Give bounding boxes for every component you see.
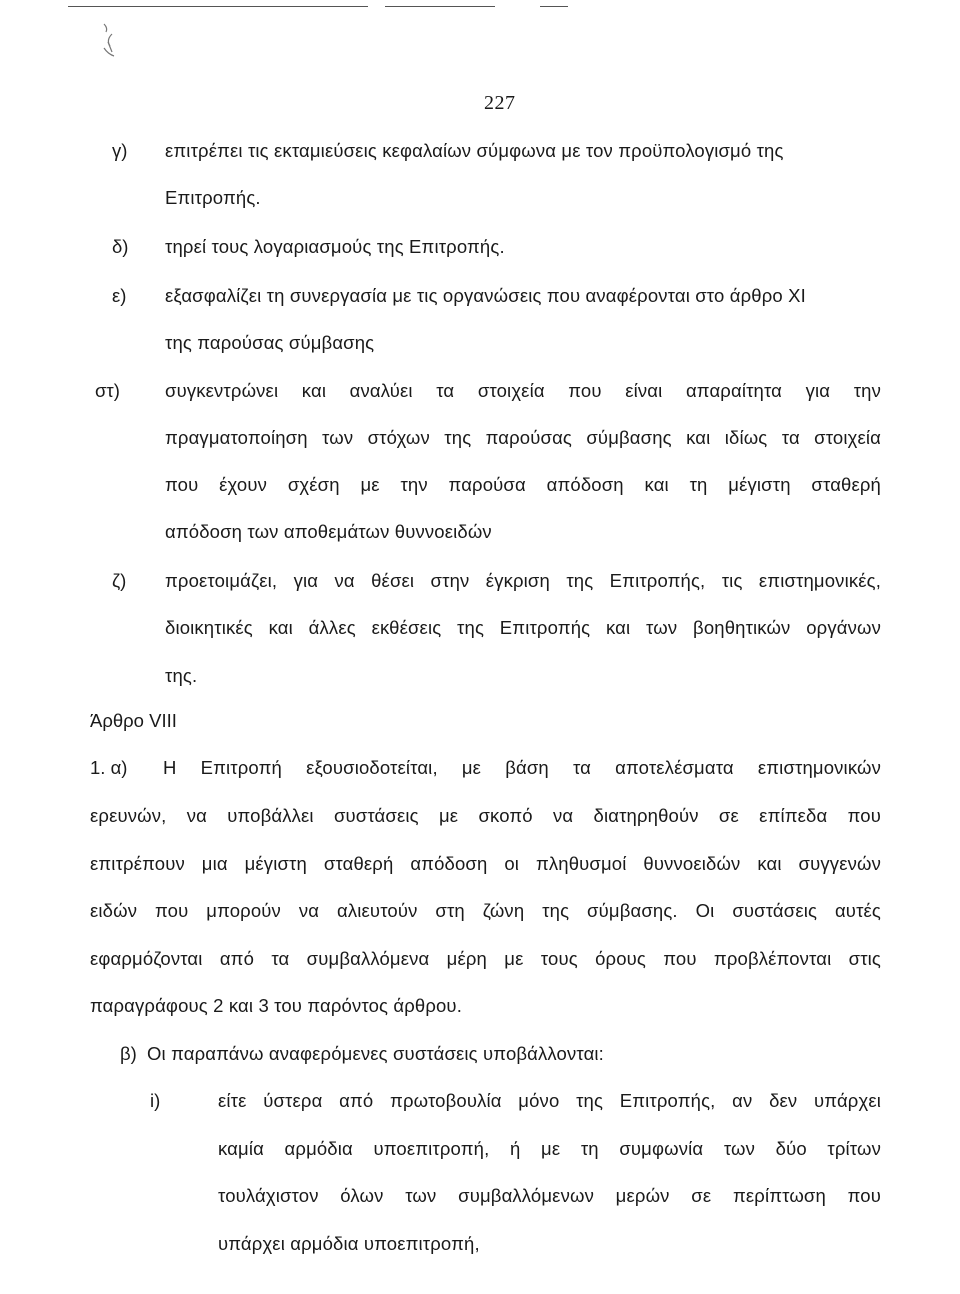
paragraph-label: β) xyxy=(120,1043,137,1064)
top-rule xyxy=(540,6,568,7)
item-label: ζ) xyxy=(112,570,127,591)
paragraph-line: Οι παραπάνω αναφερόμενες συστάσεις υποβάλλονται: xyxy=(147,1043,604,1064)
item-text-line: τηρεί τους λογαριασμούς της Επιτροπής. xyxy=(165,236,505,257)
item-text-line: Επιτροπής. xyxy=(165,187,261,208)
subitem-line: τουλάχιστον όλων των συμβαλλόμενων μερών σε περίπτωση που xyxy=(218,1185,881,1206)
item-text-line: πραγματοποίηση των στόχων της παρούσας σύμβασης και ιδίως τα στοιχεία xyxy=(165,427,881,448)
item-text-line: διοικητικές και άλλες εκθέσεις της Επιτροπής και των βοηθητικών οργάνων xyxy=(165,617,881,638)
subitem-line: καμία αρμόδια υποεπιτροπή, ή με τη συμφωνία των δύο τρίτων xyxy=(218,1138,881,1159)
item-text-line: εξασφαλίζει τη συνεργασία με τις οργανώσεις που αναφέρονται στο άρθρο XI xyxy=(165,285,806,306)
paragraph-line: Η Επιτροπή εξουσιοδοτείται, με βάση τα αποτελέσματα επιστημονικών xyxy=(163,757,881,778)
item-label: δ) xyxy=(112,236,129,257)
subitem-line: υπάρχει αρμόδια υποεπιτροπή, xyxy=(218,1233,480,1254)
paragraph-line: ειδών που μπορούν να αλιευτούν στη ζώνη της σύμβασης. Οι συστάσεις αυτές xyxy=(90,900,881,921)
item-text-line: επιτρέπει τις εκταμιεύσεις κεφαλαίων σύμφωνα με τον προϋπολογισμό της xyxy=(165,140,784,161)
paragraph-lead: 1. α) xyxy=(90,757,128,778)
paragraph-line: παραγράφους 2 και 3 του παρόντος άρθρου. xyxy=(90,995,462,1016)
paragraph-line: ερευνών, να υποβάλλει συστάσεις με σκοπό να διατηρηθούν σε επίπεδα που xyxy=(90,805,881,826)
top-rule xyxy=(68,6,368,7)
item-text-line: απόδοση των αποθεμάτων θυννοειδών xyxy=(165,521,492,542)
subitem-label: i) xyxy=(150,1090,161,1111)
item-text-line: προετοιμάζει, για να θέσει στην έγκριση της Επιτροπής, τις επιστημονικές, xyxy=(165,570,881,591)
subitem-line: είτε ύστερα από πρωτοβουλία μόνο της Επιτροπής, αν δεν υπάρχει xyxy=(218,1090,881,1111)
article-heading: Άρθρο VIII xyxy=(90,710,177,731)
item-text-line: συγκεντρώνει και αναλύει τα στοιχεία που είναι απαραίτητα για την xyxy=(165,380,881,401)
item-label: γ) xyxy=(112,140,128,161)
item-text-line: που έχουν σχέση με την παρούσα απόδοση και τη μέγιστη σταθερή xyxy=(165,474,881,495)
top-rule xyxy=(385,6,495,7)
page-number: 227 xyxy=(484,92,516,114)
item-label: ε) xyxy=(112,285,127,306)
item-label: στ) xyxy=(95,380,120,401)
scan-mark xyxy=(98,22,122,62)
paragraph-line: επιτρέπουν μια μέγιστη σταθερή απόδοση οι πληθυσμοί θυννοειδών και συγγενών xyxy=(90,853,881,874)
item-text-line: της. xyxy=(165,665,198,686)
paragraph-line: εφαρμόζονται από τα συμβαλλόμενα μέρη με τους όρους που προβλέπονται στις xyxy=(90,948,881,969)
item-text-line: της παρούσας σύμβασης xyxy=(165,332,375,353)
